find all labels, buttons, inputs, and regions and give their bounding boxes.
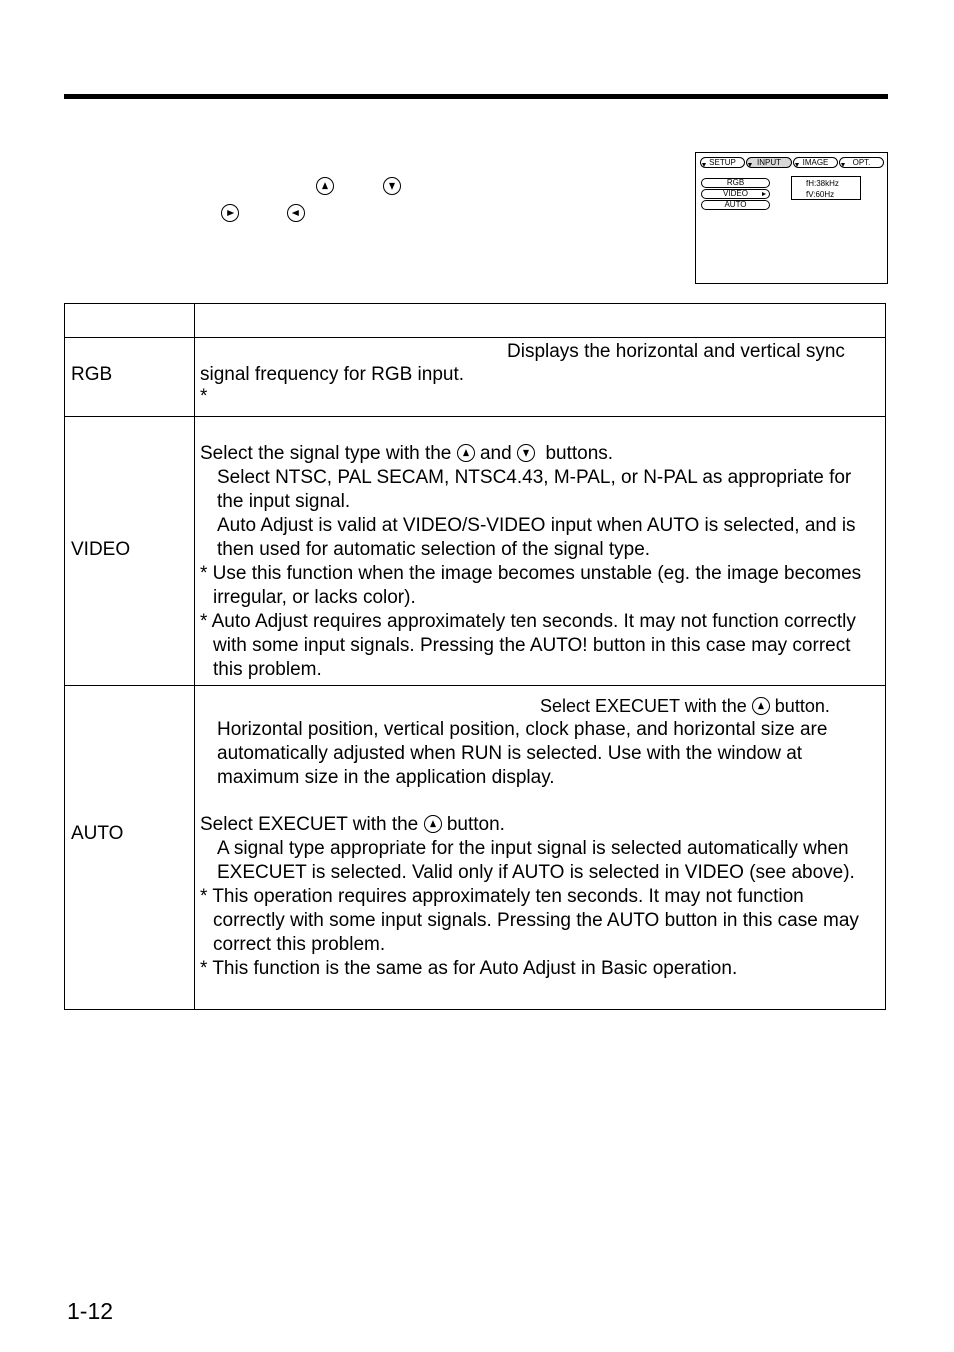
up-arrow-button-icon [424,815,442,833]
item-label-video: VIDEO [71,539,131,560]
menu-item-video: VIDEO [701,189,770,199]
table-row-auto [65,686,886,1010]
down-arrow-button-icon [517,444,535,462]
horizontal-frequency-value: fH:38kHz [806,179,839,188]
right-arrow-button-icon [221,204,239,222]
table-header-row [65,304,886,338]
auto-note-2: * This function is the same as for Auto Adjust in Basic operation. [200,958,738,979]
vertical-frequency-value: fV:60Hz [806,190,835,199]
up-arrow-button-icon [316,177,334,195]
auto-section-1-intro: Select EXECUET with the button. [540,696,830,716]
auto-section-1-body [200,718,879,790]
chevron-right-icon [762,192,766,196]
description-cell [195,417,886,686]
auto-paragraph-2: A signal type appropriate for the input signal is selected automatically when EXECUET is selected. Valid only if AUTO is selected in VIDEO (see above). [217,838,855,883]
item-cell [65,338,195,417]
menu-item-rgb: RGB [701,178,770,188]
top-rule [64,94,888,99]
left-arrow-button-icon [287,204,305,222]
auto-note-1: * This operation requires approximately ten seconds. It may not function correctly with some input signals. Pressing the AUTO button in this case may correct this problem. [200,886,859,955]
item-cell [65,686,195,1010]
item-label-auto: AUTO [71,823,124,844]
rgb-description-line1: Displays the horizontal and vertical sync [507,341,845,362]
down-arrow-button-icon [383,177,401,195]
auto-section-2 [200,813,879,981]
rgb-description-line2: signal frequency for RGB input. [200,364,465,385]
menu-tab-input: INPUT [746,157,792,168]
description-cell [195,338,886,417]
page-number: 1-12 [67,1298,114,1324]
menu-tab-opt: OPT. [839,157,884,168]
up-arrow-button-icon [752,697,770,715]
auto-section-2-intro: Select EXECUET with the button. [200,814,505,835]
video-note-2: * Auto Adjust requires approximately ten seconds. It may not function correctly with some input signals. Pressing the AUTO! button in this case may correct this problem. [200,611,856,680]
auto-paragraph-1: Horizontal position, vertical position, clock phase, and horizontal size are automatically adjusted when RUN is selected. Use with the window at maximum size in the application display. [217,719,828,788]
video-intro: Select the signal type with the and buttons. [200,443,614,464]
video-paragraph-1: Select NTSC, PAL SECAM, NTSC4.43, M-PAL, or N-PAL as appropriate for the input signal. [217,467,852,512]
header-cell-item [65,304,195,338]
item-cell [65,417,195,686]
table-row-video [65,417,886,686]
header-cell-description [195,304,886,338]
up-arrow-button-icon [457,444,475,462]
video-paragraph-2: Auto Adjust is valid at VIDEO/S-VIDEO input when AUTO is selected, and is then used for automatic selection of the signal type. [217,515,856,560]
video-description [200,442,879,682]
description-cell [195,686,886,1010]
sync-frequency-readout [791,176,861,200]
menu-tab-setup: SETUP [700,157,745,168]
menu-screen-thumbnail [695,152,888,284]
video-note-1: * Use this function when the image becomes unstable (eg. the image becomes irregular, or lacks color). [200,563,862,608]
rgb-note-marker: * [200,386,208,407]
item-label-rgb: RGB [71,364,113,385]
menu-tab-image: IMAGE [793,157,838,168]
input-menu-table [64,303,886,1010]
menu-item-auto: AUTO [701,200,770,210]
table-row-rgb [65,338,886,417]
